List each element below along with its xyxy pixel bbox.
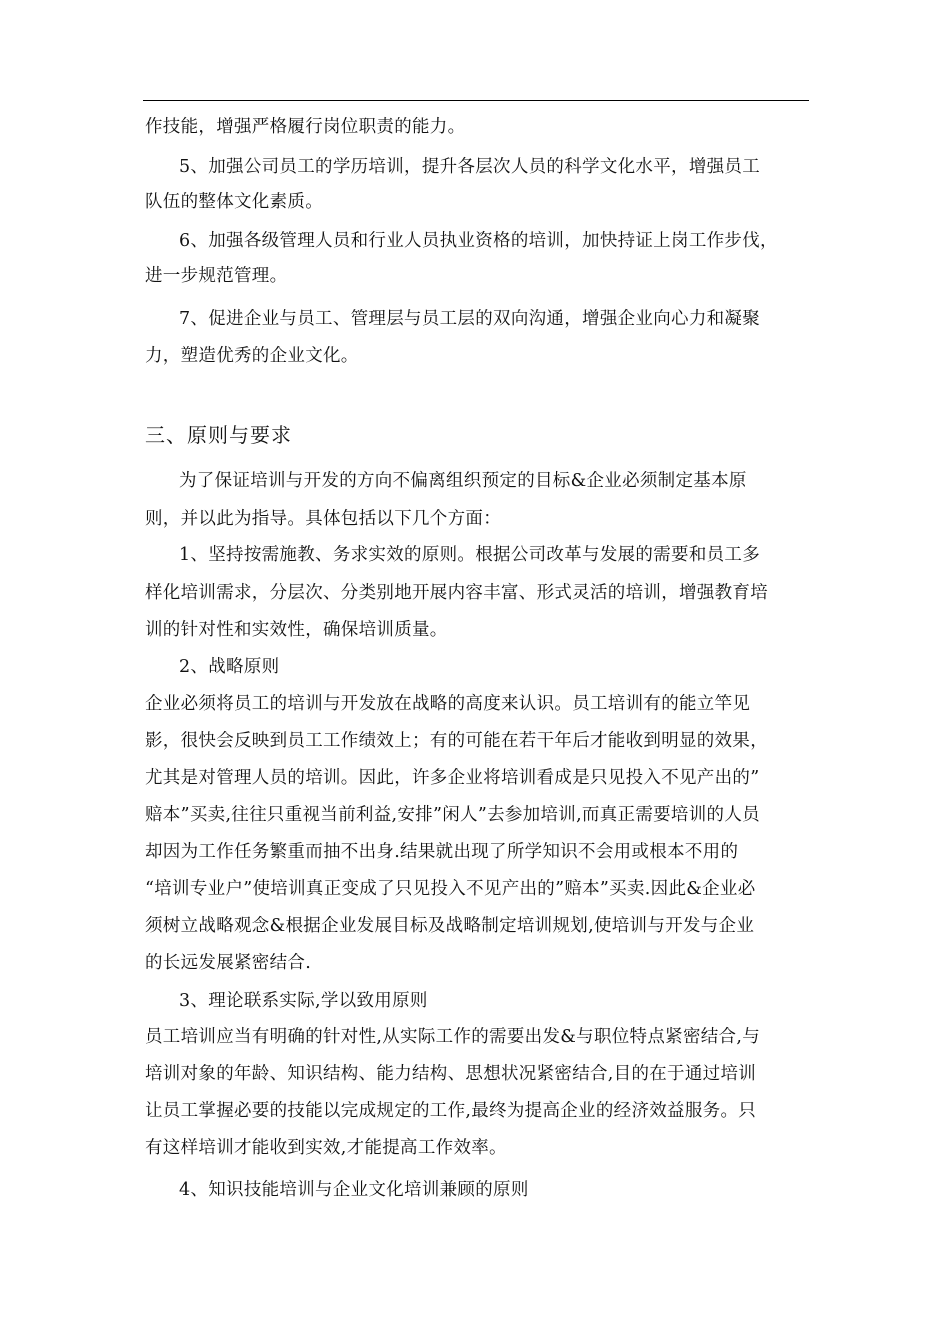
text-line: 3、理论联系实际,学以致用原则	[179, 991, 428, 1011]
text-line: 力，塑造优秀的企业文化。	[145, 346, 359, 366]
text-line: 样化培训需求，分层次、分类别地开展内容丰富、形式灵活的培训，增强教育培	[145, 583, 768, 603]
text-line: 员工培训应当有明确的针对性,从实际工作的需要出发&与职位特点紧密结合,与	[145, 1027, 760, 1047]
text-line: “培训专业户”使培训真正变成了只见投入不见产出的”赔本”买卖.因此&企业必	[145, 879, 756, 899]
text-line: 尤其是对管理人员的培训。因此，许多企业将培训看成是只见投入不见产出的”	[145, 768, 760, 788]
text-line: 须树立战略观念&根据企业发展目标及战略制定培训规划,使培训与开发与企业	[145, 916, 755, 936]
text-line: 赔本”买卖,往往只重视当前利益,安排”闲人”去参加培训,而真正需要培训的人员	[145, 805, 760, 825]
text-line: 却因为工作任务繁重而抽不出身.结果就出现了所学知识不会用或根本不用的	[145, 842, 739, 862]
text-line: 2、战略原则	[179, 657, 280, 677]
text-line: 让员工掌握必要的技能以完成规定的工作,最终为提高企业的经济效益服务。只	[145, 1101, 757, 1121]
text-line: 训的针对性和实效性，确保培训质量。	[145, 620, 448, 640]
text-line: 企业必须将员工的培训与开发放在战略的高度来认识。员工培训有的能立竿见	[145, 694, 751, 714]
header-rule	[143, 100, 809, 101]
text-line: 7、促进企业与员工、管理层与员工层的双向沟通，增强企业向心力和凝聚	[179, 309, 761, 329]
text-line: 6、加强各级管理人员和行业人员执业资格的培训，加快持证上岗工作步伐，	[179, 231, 778, 251]
text-line: 队伍的整体文化素质。	[145, 192, 323, 212]
text-line: 有这样培训才能收到实效,才能提高工作效率。	[145, 1138, 507, 1158]
text-line: 为了保证培训与开发的方向不偏离组织预定的目标&企业必须制定基本原	[179, 471, 747, 491]
text-line: 培训对象的年龄、知识结构、能力结构、思想状况紧密结合,目的在于通过培训	[145, 1064, 757, 1084]
text-line: 5、加强公司员工的学历培训，提升各层次人员的科学文化水平，增强员工	[179, 157, 761, 177]
text-line: 则，并以此为指导。具体包括以下几个方面：	[145, 509, 501, 529]
text-line: 作技能，增强严格履行岗位职责的能力。	[145, 117, 466, 137]
section-heading: 三、原则与要求	[145, 423, 292, 447]
text-line: 1、坚持按需施教、务求实效的原则。根据公司改革与发展的需要和员工多	[179, 545, 761, 565]
text-line: 4、知识技能培训与企业文化培训兼顾的原则	[179, 1180, 529, 1200]
text-line: 影，很快会反映到员工工作绩效上；有的可能在若干年后才能收到明显的效果，	[145, 731, 768, 751]
text-line: 进一步规范管理。	[145, 266, 288, 286]
text-line: 的长远发展紧密结合.	[145, 953, 312, 973]
